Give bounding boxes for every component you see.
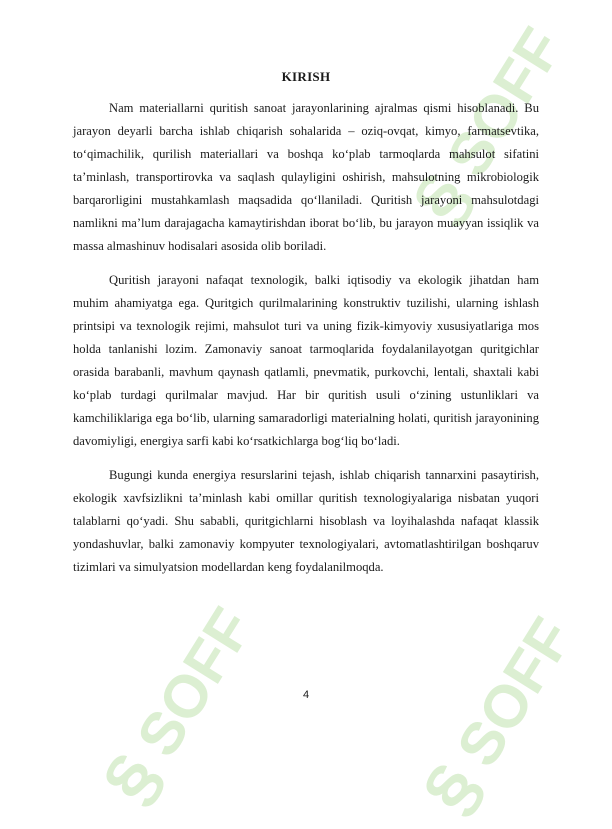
svg-text:SOFF: SOFF xyxy=(433,16,576,188)
paragraph-3: Bugungi kunda energiya resurslarini tejash, ishlab chiqarish tannarxini pasaytirish, ekologik xavfsizlikni ta’minlash kabi omillar quritish texnologiyalariga nisbatan yuqori talablarni qo‘yadi. Shu sababli, quritgichlarni hisoblash va loyihalashda nafaqat klassik yondashuvlar, balki zamonaviy kompyuter texnologiyalari, avtomatlashtirilgan boshqaruv tizimlari va simulyatsion modellardan keng foydalanilmoqda. xyxy=(73,468,539,574)
document-page xyxy=(73,63,539,590)
svg-text:§: § xyxy=(408,750,498,827)
section-heading: KIRISH xyxy=(281,69,331,84)
svg-text:SOFF: SOFF xyxy=(123,596,266,768)
svg-text:§: § xyxy=(398,160,488,237)
svg-text:§: § xyxy=(88,740,178,817)
svg-text:SOFF: SOFF xyxy=(443,606,586,778)
watermark-logo xyxy=(83,551,297,819)
page-number: 4 xyxy=(302,689,310,701)
paragraph-1: Nam materiallarni quritish sanoat jarayonlarining ajralmas qismi hisoblanadi. Bu jarayon deyarli barcha ishlab chiqarish sohalarida – oziq-ovqat, kimyo, farmatsevtika, to‘qimachilik, qurilish materiallari va boshqa ko‘plab tarmoqlarda mahsulot sifatini ta’minlash, transportirovka va saqlash qulayligini oshirish, mahsulotning mikrobiologik barqarorligini mustahkamlash maqsadida qo‘llaniladi. Quritish jarayoni mahsulotdagi namlikni ma’lum darajagacha kamaytirishdan iborat bo‘lib, bu jarayon muayyan issiqlik va massa almashinuv hodisalari asosida olib boriladi. xyxy=(73,101,539,253)
paragraph-2: Quritish jarayoni nafaqat texnologik, balki iqtisodiy va ekologik jihatdan ham muhim ahamiyatga ega. Quritgich qurilmalarining konstruktiv tuzilishi, ularning ishlash printsipi va texnologik rejimi, mahsulot turi va uning fizik-kimyoviy xususiyatlariga mos holda tanlanishi lozim. Zamonaviy sanoat tarmoqlarida foydalanilayotgan quritgichlar orasida barabanli, mavhum qaynash qatlamli, pnevmatik, purkovchi, lentali, shaxtali kabi ko‘plab turdagi qurilmalar mavjud. Har bir quritish usuli o‘zining ustunliklari va kamchiliklariga ega bo‘lib, ularning samaradorligi materialning holati, quritish jarayonining davomiyligi, energiya sarfi kabi ko‘rsatkichlarga bog‘liq bo‘ladi. xyxy=(73,273,539,448)
